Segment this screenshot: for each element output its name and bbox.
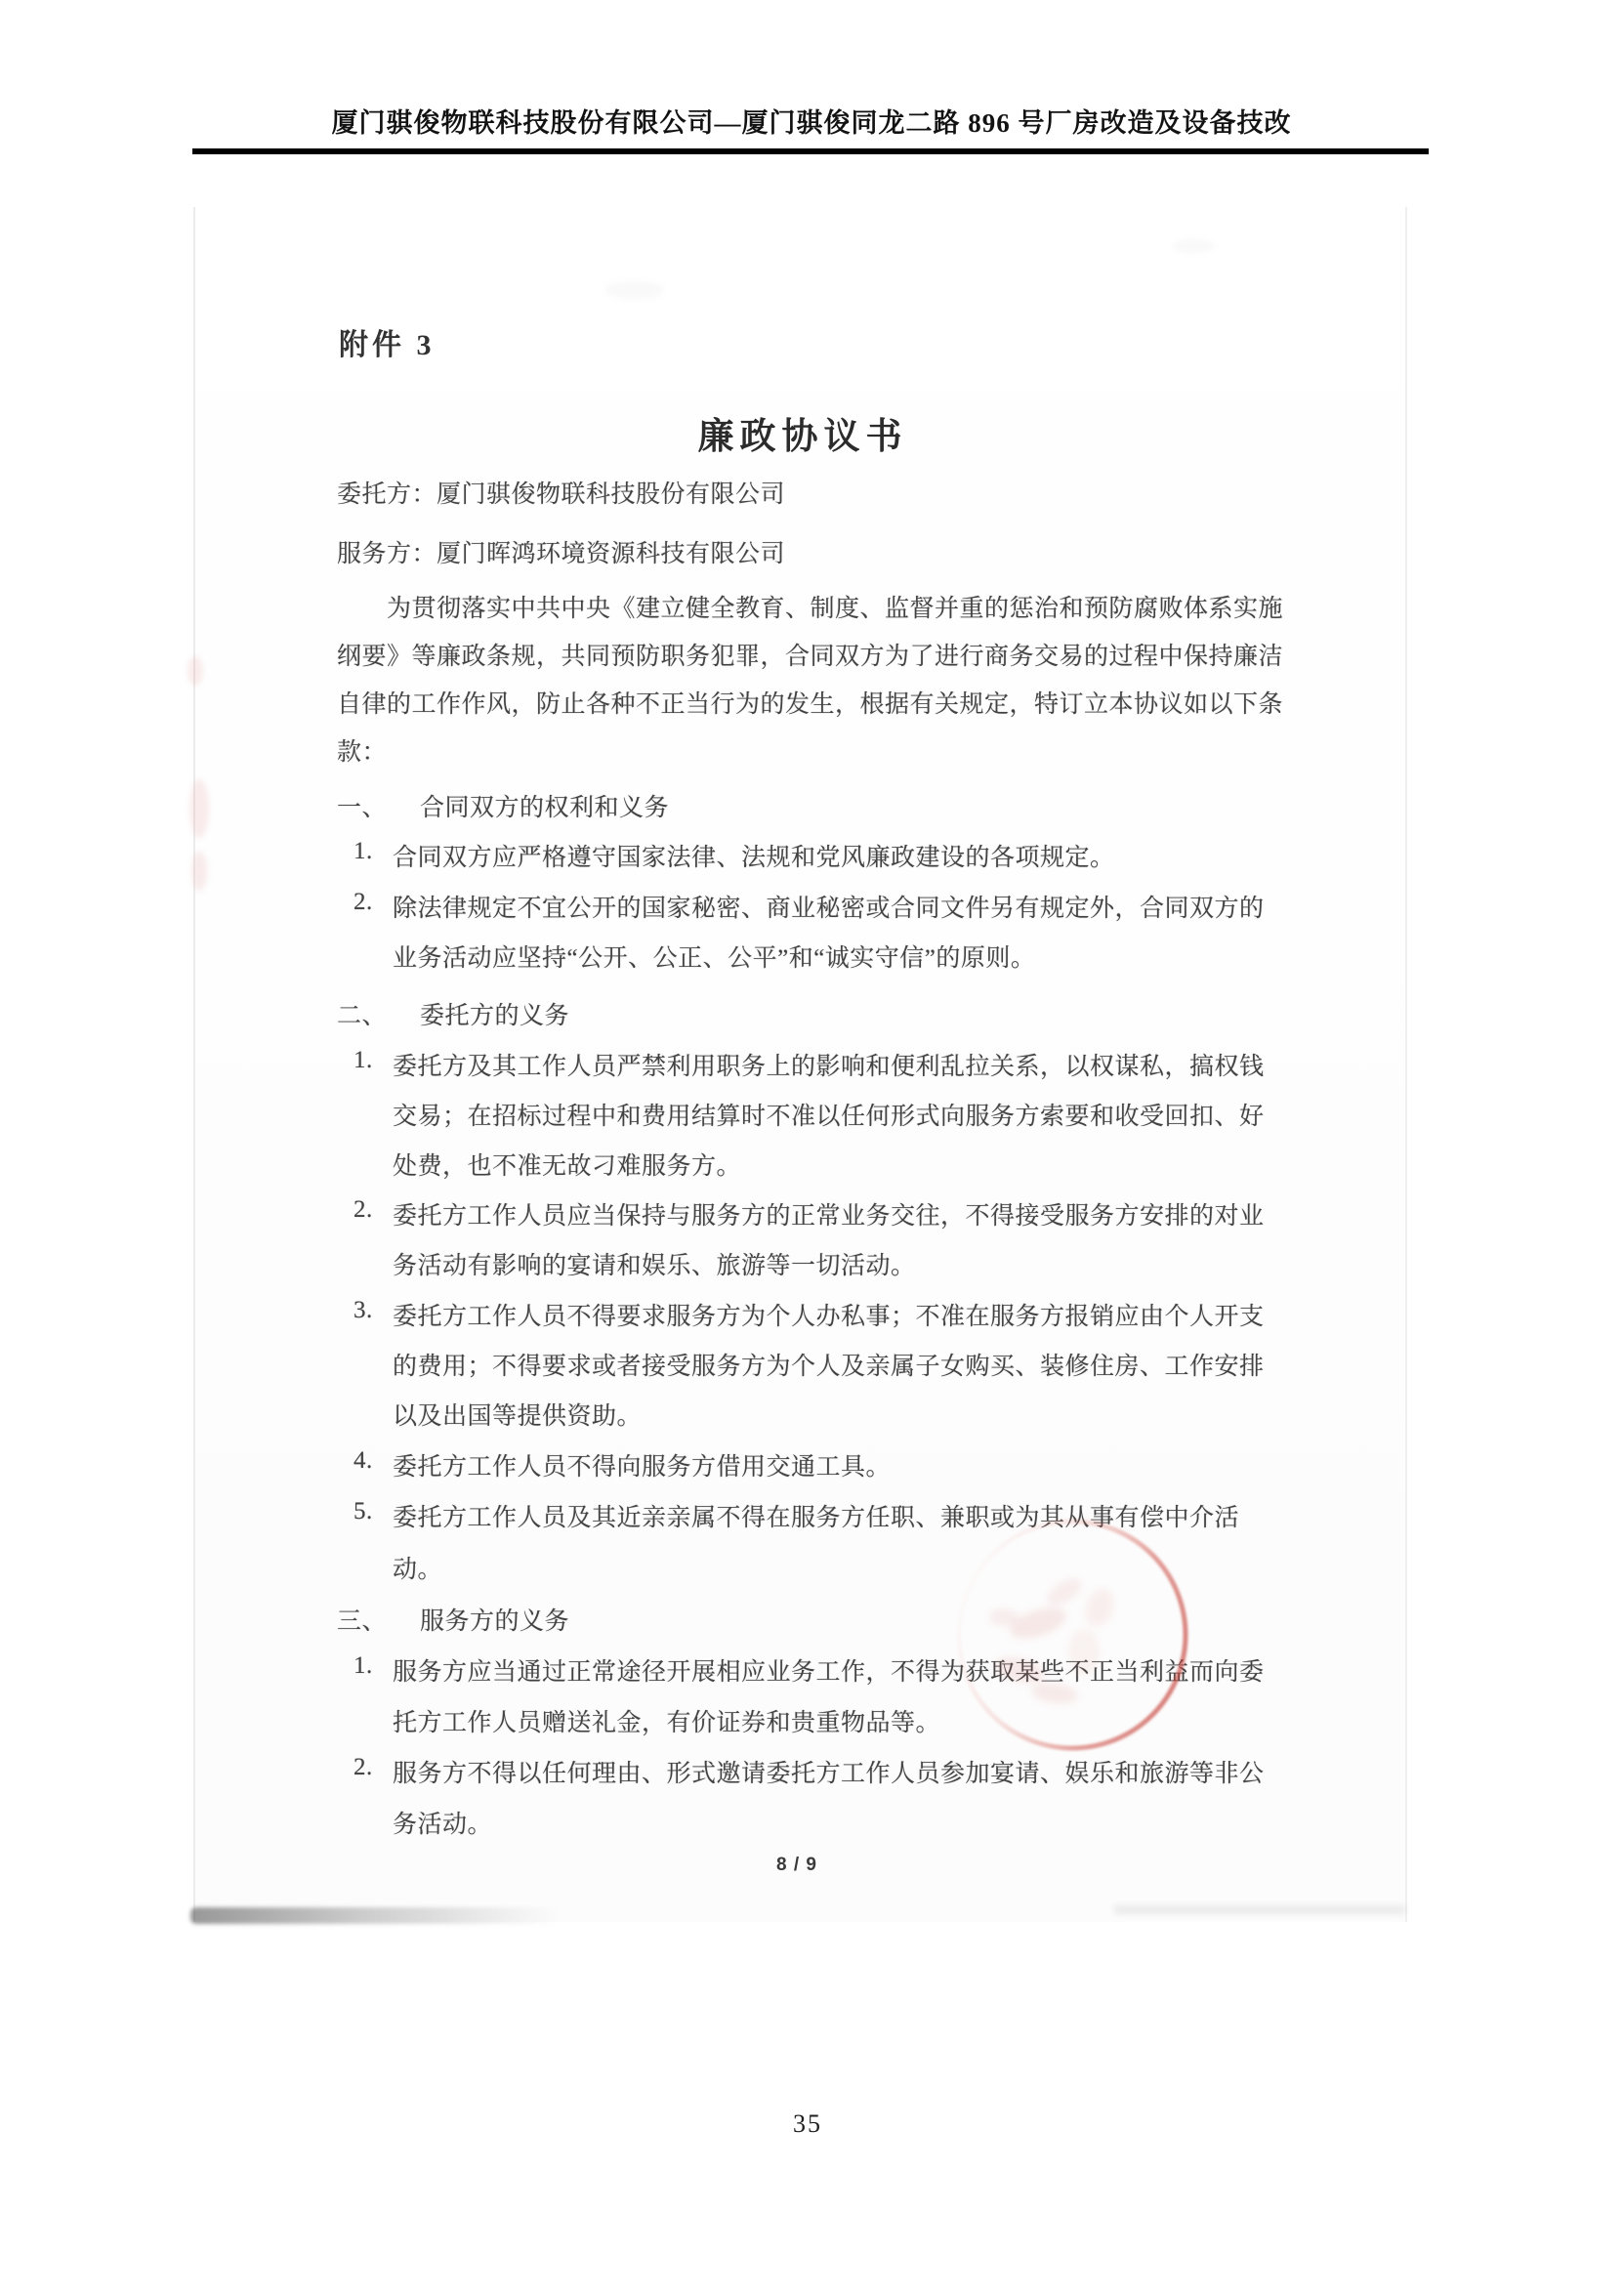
clause-number: 3. bbox=[354, 1297, 373, 1323]
section-title: 服务方的义务 bbox=[420, 1608, 570, 1635]
clause-line: 交易；在招标过程中和费用结算时不准以任何形式向服务方索要和收受回扣、好 bbox=[393, 1104, 1265, 1130]
scan-artifact bbox=[1113, 1904, 1406, 1915]
clause-line: 动。 bbox=[393, 1557, 443, 1583]
clause-line: 业务活动应坚持“公开、公正、公平”和“诚实守信”的原则。 bbox=[393, 945, 1036, 972]
clause-number: 2. bbox=[354, 1196, 373, 1223]
preamble-line: 纲要》等廉政条规，共同预防职务犯罪，合同双方为了进行商务交易的过程中保持廉洁 bbox=[337, 644, 1284, 670]
clause-line: 的费用；不得要求或者接受服务方为个人及亲属子女购买、装修住房、工作安排 bbox=[393, 1354, 1265, 1380]
scan-artifact bbox=[189, 779, 209, 838]
clause-line: 委托方及其工作人员严禁利用职务上的影响和便利乱拉关系，以权谋私，搞权钱 bbox=[393, 1054, 1265, 1080]
scan-artifact bbox=[191, 852, 207, 891]
page-number: 35 bbox=[793, 2109, 822, 2138]
clause-line: 委托方工作人员及其近亲亲属不得在服务方任职、兼职或为其从事有偿中介活 bbox=[393, 1505, 1240, 1531]
clause-line: 托方工作人员赠送礼金，有价证券和贵重物品等。 bbox=[393, 1710, 941, 1736]
scan-artifact bbox=[605, 281, 664, 299]
scan-artifact bbox=[190, 1907, 560, 1924]
clause-number: 4. bbox=[354, 1447, 373, 1474]
clause-line: 务活动有影响的宴请和娱乐、旅游等一切活动。 bbox=[393, 1253, 916, 1279]
section-title: 合同双方的权利和义务 bbox=[420, 795, 670, 821]
clause-line: 服务方应当通过正常途径开展相应业务工作，不得为获取某些不正当利益而向委 bbox=[393, 1659, 1265, 1686]
clause-number: 5. bbox=[354, 1498, 373, 1524]
preamble-line: 款： bbox=[337, 739, 388, 766]
header-rule bbox=[192, 148, 1429, 154]
scan-artifact bbox=[1172, 239, 1215, 253]
preamble-line: 自律的工作作风，防止各种不正当行为的发生，根据有关规定，特订立本协议如以下条 bbox=[337, 691, 1284, 718]
clause-number: 1. bbox=[354, 838, 373, 864]
clause-number: 1. bbox=[354, 1652, 373, 1679]
clause-line: 服务方不得以任何理由、形式邀请委托方工作人员参加宴请、娱乐和旅游等非公 bbox=[393, 1761, 1265, 1787]
party-b-line: 服务方：厦门晖鸿环境资源科技有限公司 bbox=[337, 541, 786, 567]
clause-line: 以及出国等提供资助。 bbox=[393, 1403, 643, 1430]
clause-line: 务活动。 bbox=[393, 1812, 493, 1838]
clause-number: 2. bbox=[354, 1754, 373, 1780]
clause-number: 1. bbox=[354, 1047, 373, 1073]
page-indicator: 8 / 9 bbox=[776, 1855, 817, 1875]
section-number: 三、 bbox=[337, 1608, 388, 1635]
company-seal-stamp bbox=[936, 1498, 1209, 1772]
clause-line: 处费，也不准无故刁难服务方。 bbox=[393, 1153, 742, 1180]
clause-line: 合同双方应严格遵守国家法律、法规和党风廉政建设的各项规定。 bbox=[393, 845, 1115, 871]
clause-line: 除法律规定不宜公开的国家秘密、商业秘密或合同文件另有规定外，合同双方的 bbox=[393, 896, 1265, 922]
party-a-line: 委托方：厦门骐俊物联科技股份有限公司 bbox=[337, 481, 786, 508]
preamble-line: 为贯彻落实中共中央《建立健全教育、制度、监督并重的惩治和预防腐败体系实施 bbox=[387, 596, 1284, 622]
page-header-title: 厦门骐俊物联科技股份有限公司—厦门骐俊同龙二路 896 号厂房改造及设备技改 bbox=[331, 108, 1292, 138]
clause-number: 2. bbox=[354, 889, 373, 915]
scan-artifact bbox=[187, 656, 203, 686]
clause-line: 委托方工作人员不得向服务方借用交通工具。 bbox=[393, 1454, 892, 1481]
section-number: 一、 bbox=[337, 795, 388, 821]
section-title: 委托方的义务 bbox=[420, 1003, 570, 1029]
clause-line: 委托方工作人员应当保持与服务方的正常业务交往，不得接受服务方安排的对业 bbox=[393, 1203, 1265, 1230]
section-number: 二、 bbox=[337, 1003, 388, 1029]
document-title: 廉政协议书 bbox=[697, 417, 908, 457]
clause-line: 委托方工作人员不得要求服务方为个人办私事；不准在服务方报销应由个人开支 bbox=[393, 1304, 1265, 1330]
attachment-label: 附件 3 bbox=[339, 329, 436, 361]
